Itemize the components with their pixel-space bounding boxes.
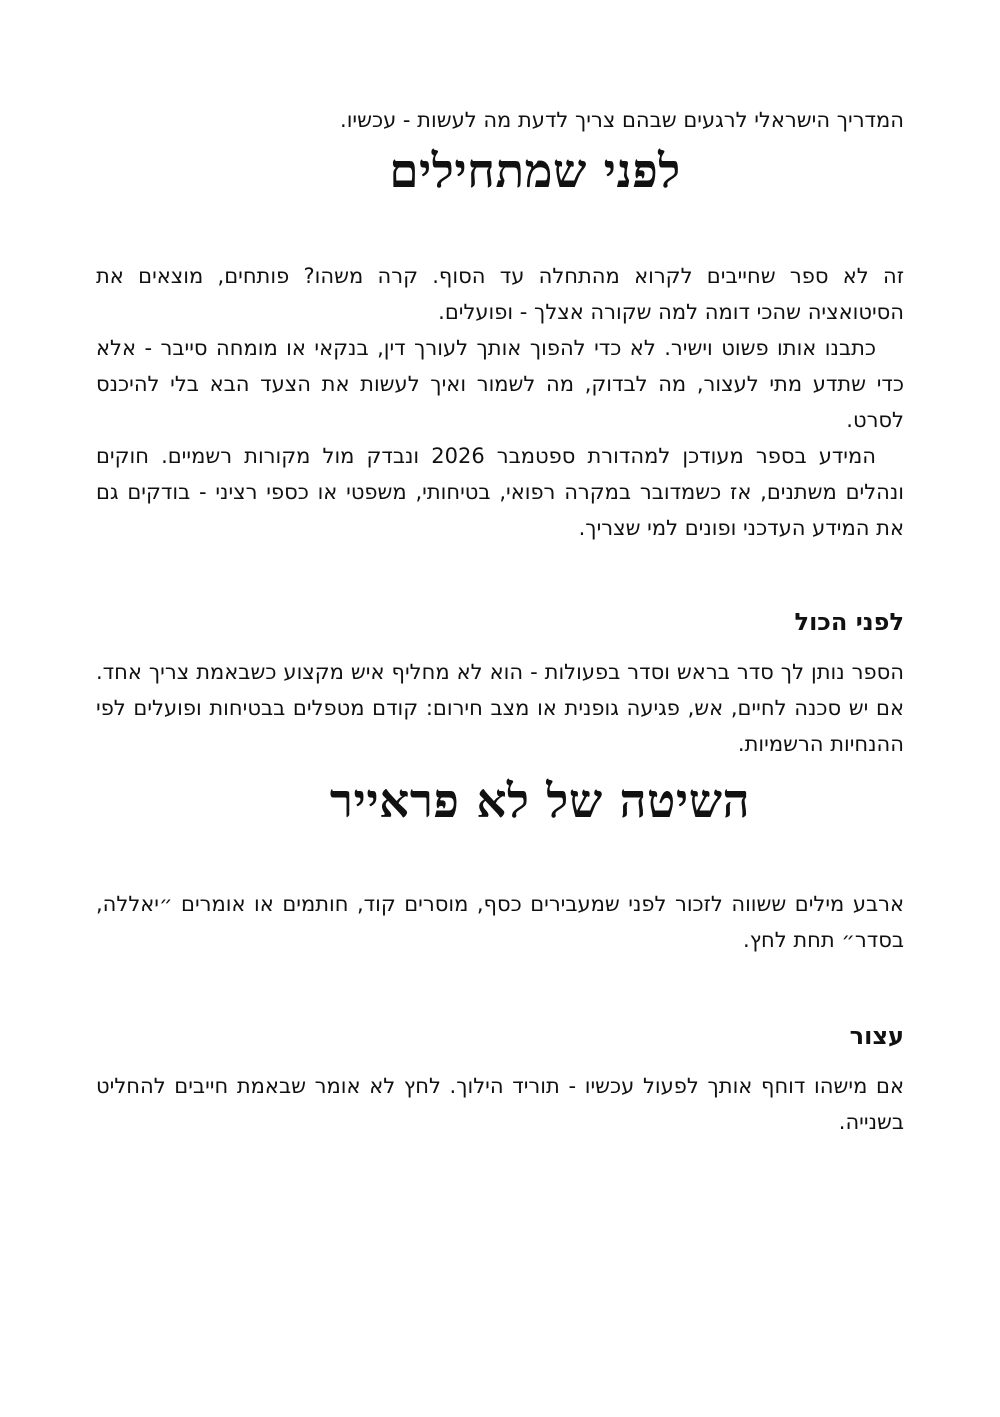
method-intro-paragraph: ארבע מילים ששווה לזכור לפני שמעבירים כסף, מוסרים קוד, חותמים או אומרים ״יאללה, בסדר״ תחת לחץ.: [96, 892, 904, 952]
title-method: השיטה של לא פראייר: [329, 774, 751, 829]
book-tagline: המדריך הישראלי לרגעים שבהם צריך לדעת מה לעשות - עכשיו.: [340, 108, 904, 132]
page-content: [96, 104, 904, 1140]
intro-paragraph-3: המידע בספר מעודכן למהדורת ספטמבר 2026 ונבדק מול מקורות רשמיים. חוקים ונהלים משתנים, אז כשמדובר במקרה רפואי, בטיחותי, משפטי או כספי רציני - בודקים גם את המידע העדכני ופונים למי שצריך.: [96, 444, 904, 540]
intro-paragraph-1: זה לא ספר שחייבים לקרוא מהתחלה עד הסוף. קרה משהו? פותחים, מוצאים את הסיטואציה שהכי דומה למה שקורה אצלך - ופועלים.: [96, 264, 904, 324]
section-text-stop: אם מישהו דוחף אותך לפעול עכשיו - תוריד הילוך. לחץ לא אומר שבאמת חייבים להחליט בשנייה.: [96, 1074, 904, 1134]
intro-paragraph-2: כתבנו אותו פשוט וישיר. לא כדי להפוך אותך לעורך דין, בנקאי או מומחה סייבר - אלא כדי שתדע מתי לעצור, מה לבדוק, מה לשמור ואיך לעשות את הצעד הבא בלי להיכנס לסרט.: [96, 336, 904, 432]
title-before-start: לפני שמתחילים: [389, 144, 681, 199]
section-heading-before-all: לפני הכול: [794, 608, 904, 636]
section-heading-stop: עצור: [849, 1022, 904, 1050]
section-text-before-all: הספר נותן לך סדר בראש וסדר בפעולות - הוא לא מחליף איש מקצוע כשבאמת צריך אחד. אם יש סכנה לחיים, אש, פגיעה גופנית או מצב חירום: קודם מטפלים בבטיחות ופועלים לפי ההנחיות הרשמיות.: [96, 660, 904, 756]
